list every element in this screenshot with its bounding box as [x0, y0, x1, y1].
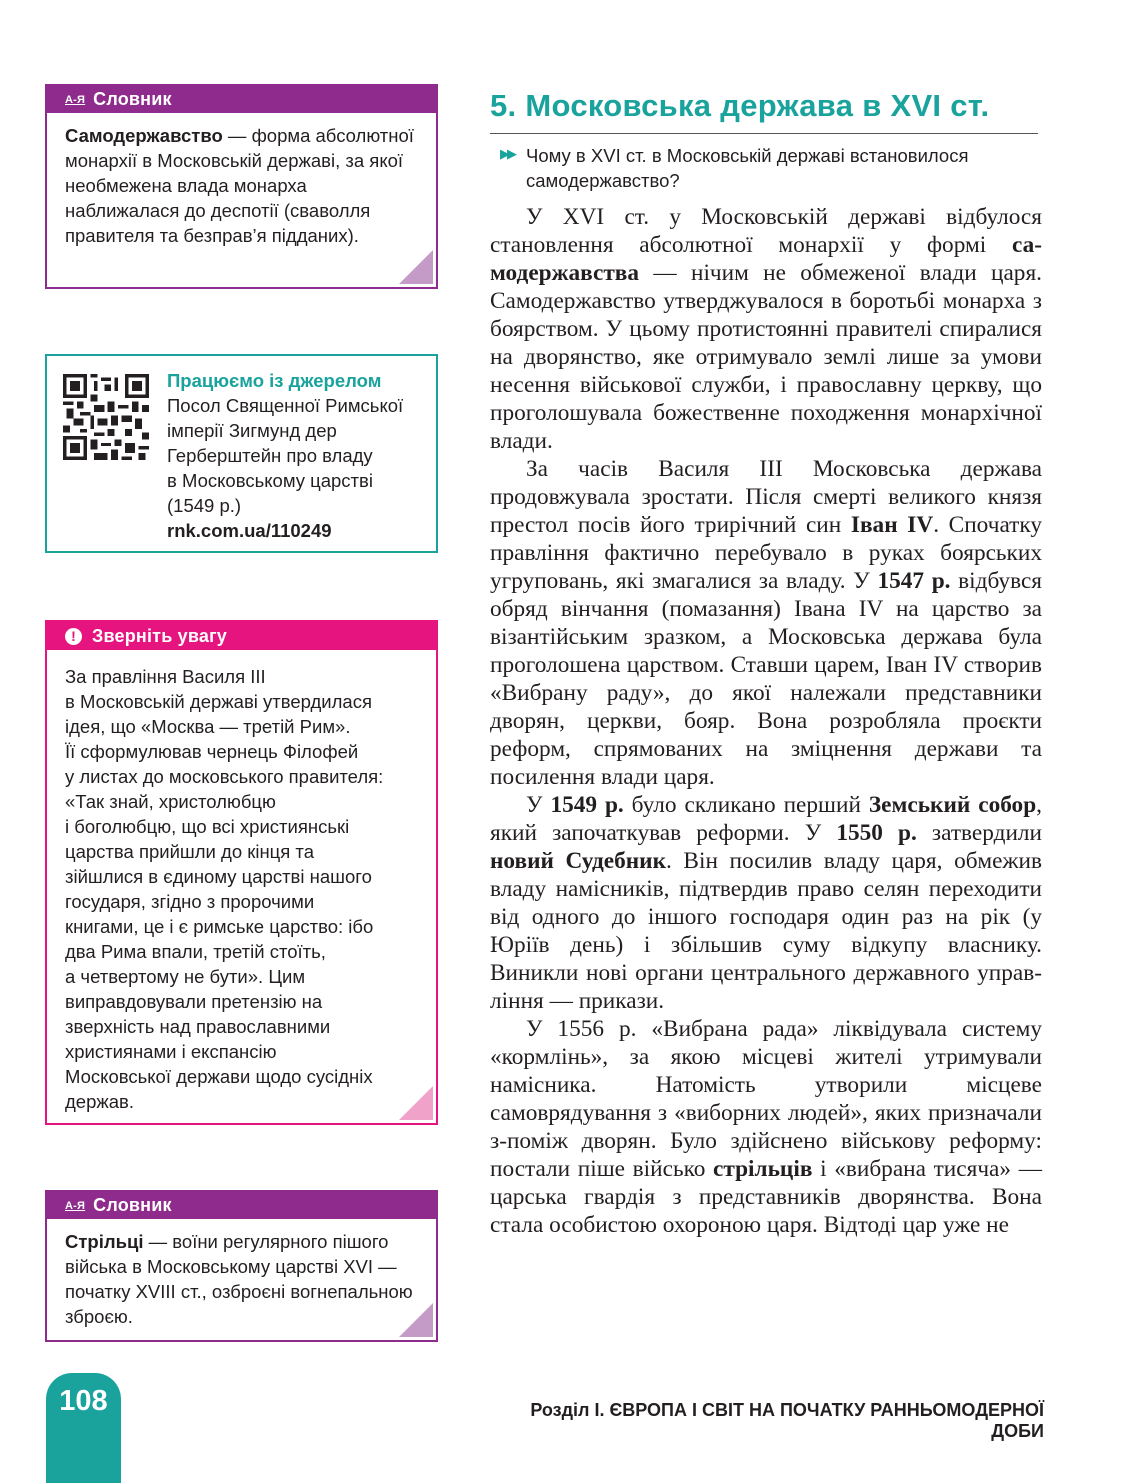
bold-term: самодержавства — [490, 232, 1042, 286]
main-text — [490, 203, 1042, 1239]
attention-line: а четвертому не бути». Цим — [65, 966, 306, 987]
attention-header — [47, 622, 436, 650]
qr-code-icon[interactable] — [63, 374, 149, 460]
text-run: У 1556 р. «Вибрана рада» ліквідувала систему «кормлінь», за якою місцеві жителі утримували намісника. Натомість утворили місцеве самоврядування з «виборних людей», яких призначали з-поміж дворян. Було здійснено військову реформу: постали піше військо — [490, 1016, 1042, 1182]
text-run: . Він посилив владу царя, обмежив владу намісників, підтвердив право селян переходити від одного до іншого господаря один раз на рік (у Юріїв день) і збільшив суму відкупу власнику. Виникли нові органи центрального державного управління — прикази. — [490, 848, 1042, 1014]
dictionary-header — [47, 1192, 436, 1219]
attention-line: і боголюбцю, що всі християнські — [65, 816, 350, 837]
corner-triangle-decoration — [399, 250, 433, 284]
attention-line: ідея, що «Москва — третій Рим». — [65, 716, 351, 737]
corner-triangle-decoration — [399, 1303, 433, 1337]
attention-line: «Так знай, христолюбцю — [65, 791, 276, 812]
paragraph — [490, 791, 1042, 1015]
attention-line: царства прийшли до кінця та — [65, 841, 314, 862]
heading-divider — [490, 133, 1038, 134]
text-run: , який започаткував реформи. У — [490, 792, 1042, 846]
exclamation-icon: ! — [65, 628, 82, 645]
dictionary-box-samoderzhavstvo — [45, 84, 438, 289]
bold-term: новий Судебник — [490, 848, 666, 874]
attention-text — [47, 650, 436, 1114]
bold-term: Іван IV — [850, 512, 934, 538]
text-run: За часів Василя ІІІ Московська держава продовжувала зростати. Після смерті великого князя престол посів його трирічний син — [490, 456, 1042, 538]
text-run: і «вибрана тисяча» — царська гвардія з представників дворянства. Вона стала особистою охороною царя. Відтоді цар уже не — [490, 1156, 1042, 1238]
attention-line: держав. — [65, 1091, 135, 1112]
bold-term: 1547 р. — [877, 568, 951, 594]
attention-title: Зверніть увагу — [92, 625, 228, 646]
paragraph — [490, 1015, 1042, 1239]
text-run: було скликано перший — [623, 792, 869, 818]
dictionary-icon: А-Я — [65, 1199, 86, 1212]
dictionary-title: Словник — [93, 1195, 172, 1215]
text-run: — нічим не обмеженої влади царя. Самодержавство утверджувалося в боротьбі монарха з боярством. У цьому протистоянні правителі спиралися на дворянство, яке отримувало землі лише за умови несення військової служби, і православну церкву, що проголошувала божественне походження монархічної влади. — [490, 260, 1042, 454]
dictionary-definition — [47, 1219, 436, 1329]
source-line: імперії Зигмунд дер — [167, 420, 337, 441]
source-box — [45, 354, 438, 553]
dictionary-definition-text: — форма абсолютної монархії в Московській державі, за якої необмежена влада монарха наближалася до деспотії (сваволля правителя та безправ’я підданих). — [65, 125, 414, 246]
text-run: . Спочатку правління фактично перебувало в руках боярських угруповань, які змагалися за владу. У — [490, 512, 1043, 594]
text-run: відбувся обряд вінчання (помазання) Івана IV на царство за візантійським зразком, а Московська держава була проголошена царством. Ставши царем, Іван IV створив «Вибрану раду», до якої належали представники дворян, церкви, бояр. Вона розробляла проєкти реформ, спрямованих на зміцнення держави та посилення влади царя. — [490, 568, 1043, 790]
section-heading: 5. Московська держава в XVI ст. — [490, 88, 990, 123]
bold-term: 1550 р. — [836, 820, 917, 846]
bold-term: стрільців — [713, 1156, 813, 1182]
dictionary-definition — [47, 113, 436, 248]
attention-line: книгами, це і є римське царство: ібо — [65, 916, 374, 937]
source-title: Працюємо із джерелом — [167, 370, 382, 391]
dictionary-box-striltsi — [45, 1190, 438, 1342]
source-line: Посол Священної Римської — [167, 395, 404, 416]
attention-line: християнами і експансію — [65, 1041, 277, 1062]
attention-line: зійшлися в єдиному царстві нашого — [65, 866, 372, 887]
double-arrow-icon: ▶▶ — [500, 146, 514, 161]
source-line: Герберштейн про владу — [167, 445, 373, 466]
dictionary-term: Стрільці — [65, 1231, 144, 1252]
dictionary-title: Словник — [93, 89, 172, 109]
attention-line: два Рима впали, третій стоїть, — [65, 941, 326, 962]
paragraph — [490, 203, 1042, 455]
bold-term: 1549 р. — [550, 792, 624, 818]
dictionary-definition-text: — воїни регулярного пішого війська в Московському царстві XVI — початку XVIII ст., озброєні вогнепальною зброєю. — [65, 1231, 413, 1327]
attention-line: в Московській державі утвердилася — [65, 691, 372, 712]
attention-line: Її сформулював чернець Філофей — [65, 741, 359, 762]
source-text — [167, 368, 403, 543]
attention-line: зверхність над православними — [65, 1016, 331, 1037]
attention-box — [45, 620, 438, 1125]
text-run: У — [526, 792, 551, 818]
attention-line: у листах до московського правителя: — [65, 766, 384, 787]
source-line: в Московському царстві — [167, 470, 373, 491]
section-question: Чому в XVI ст. в Московській державі встановилося самодержавство? — [526, 145, 969, 191]
paragraph — [490, 455, 1042, 791]
bold-term: Земський собор — [868, 792, 1037, 818]
dictionary-icon: А-Я — [65, 93, 86, 106]
page-number: 108 — [59, 1385, 108, 1417]
attention-line: государя, згідно з пророчими — [65, 891, 315, 912]
chapter-title: Розділ І. ЄВРОПА І СВІТ НА ПОЧАТКУ РАННЬОМОДЕРНОЇ ДОБИ — [530, 1400, 1044, 1441]
text-run: У XVI ст. у Московській державі відбулося становлення абсолютної монархії у формі — [490, 204, 1042, 258]
attention-line: За правління Василя ІІІ — [65, 666, 266, 687]
text-run: затвердили — [916, 820, 1043, 846]
source-link[interactable]: rnk.com.ua/110249 — [167, 520, 332, 541]
attention-line: виправдовували претензію на — [65, 991, 323, 1012]
dictionary-term: Самодержавство — [65, 125, 223, 146]
attention-line: Московської держави щодо сусідніх — [65, 1066, 373, 1087]
source-line: (1549 р.) — [167, 495, 242, 516]
corner-triangle-decoration — [399, 1086, 433, 1120]
dictionary-header — [47, 86, 436, 113]
